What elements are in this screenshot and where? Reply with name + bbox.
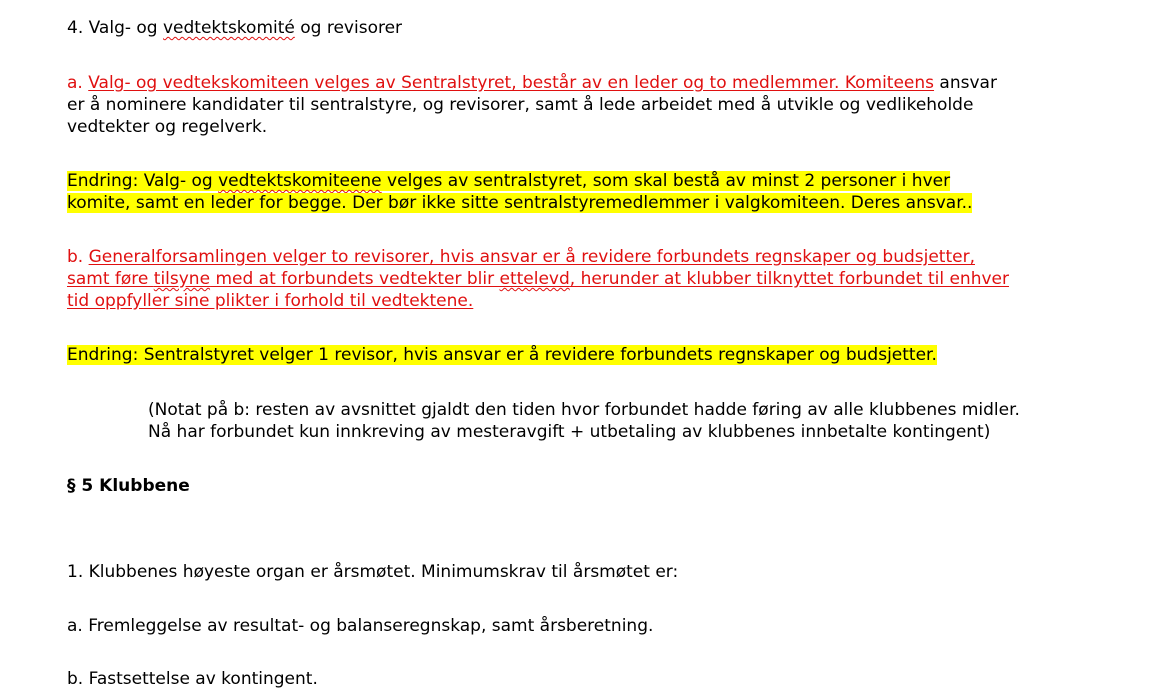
highlighted-text: Endring: Valg- og vedtektskomiteene velges av sentralstyret, som skal bestå av minst 2 personer i hver: [67, 171, 951, 191]
spellcheck-word: ettelevd: [499, 269, 570, 289]
tracked-deletion: Valg- og vedtekskomiteen velges av Sentralstyret, består av en leder og to medlemmer. Komiteens: [88, 73, 935, 93]
tracked-deletion: samt føre tilsyne med at forbundets vedtekter blir ettelevd, herunder at klubber tilknyttet forbundet til enhver: [67, 269, 1009, 289]
para-a-line-3: vedtekter og regelverk.: [67, 117, 268, 137]
spellcheck-word: vedtektskomité: [163, 18, 295, 38]
tracked-deletion: tid oppfyller sine plikter i forhold til vedtektene.: [67, 291, 474, 311]
endring2-line: [67, 344, 937, 366]
endring1-line-2: [67, 192, 972, 214]
section4-heading: 4. Valg- og vedtektskomité og revisorer: [67, 18, 403, 38]
para-b-line-2: [67, 268, 1009, 290]
highlighted-text: Endring: Sentralstyret velger 1 revisor, hvis ansvar er å revidere forbundets regnskaper og budsjetter.: [67, 345, 937, 365]
notat-line-2: Nå har forbundet kun innkreving av mesteravgift + utbetaling av klubbenes innbetalte kontingent): [148, 422, 991, 442]
para-b-line-1: b. Generalforsamlingen velger to revisorer, hvis ansvar er å revidere forbundets regnskaper og budsjetter,: [67, 247, 975, 267]
notat-line-1: (Notat på b: resten av avsnittet gjaldt den tiden hvor forbundet hadde føring av alle klubbenes midler.: [148, 400, 1020, 420]
para-b-line-3: [67, 290, 473, 312]
spellcheck-word: tilsyne: [153, 269, 211, 289]
endring1-line-1: [67, 170, 950, 192]
highlighted-text: komite, samt en leder for begge. Der bør ikke sitte sentralstyremedlemmer i valgkomiteen. Deres ansvar..: [67, 193, 973, 213]
section5-heading: § 5 Klubbene: [67, 476, 190, 496]
para-a-line-2: er å nominere kandidater til sentralstyre, og revisorer, samt å lede arbeidet med å utvikle og vedlikeholde: [67, 95, 974, 115]
s5-item-1: 1. Klubbenes høyeste organ er årsmøtet. Minimumskrav til årsmøtet er:: [67, 562, 679, 582]
tracked-deletion: Generalforsamlingen velger to revisorer, hvis ansvar er å revidere forbundets regnskaper og budsjetter,: [88, 247, 975, 267]
s5-item-b: b. Fastsettelse av kontingent.: [67, 669, 318, 689]
para-a-line-1: a. Valg- og vedtekskomiteen velges av Sentralstyret, består av en leder og to medlemmer. Komiteens ansvar: [67, 73, 997, 93]
spellcheck-word: vedtektskomiteene: [218, 171, 382, 191]
s5-item-a: a. Fremleggelse av resultat- og balanseregnskap, samt årsberetning.: [67, 616, 654, 636]
